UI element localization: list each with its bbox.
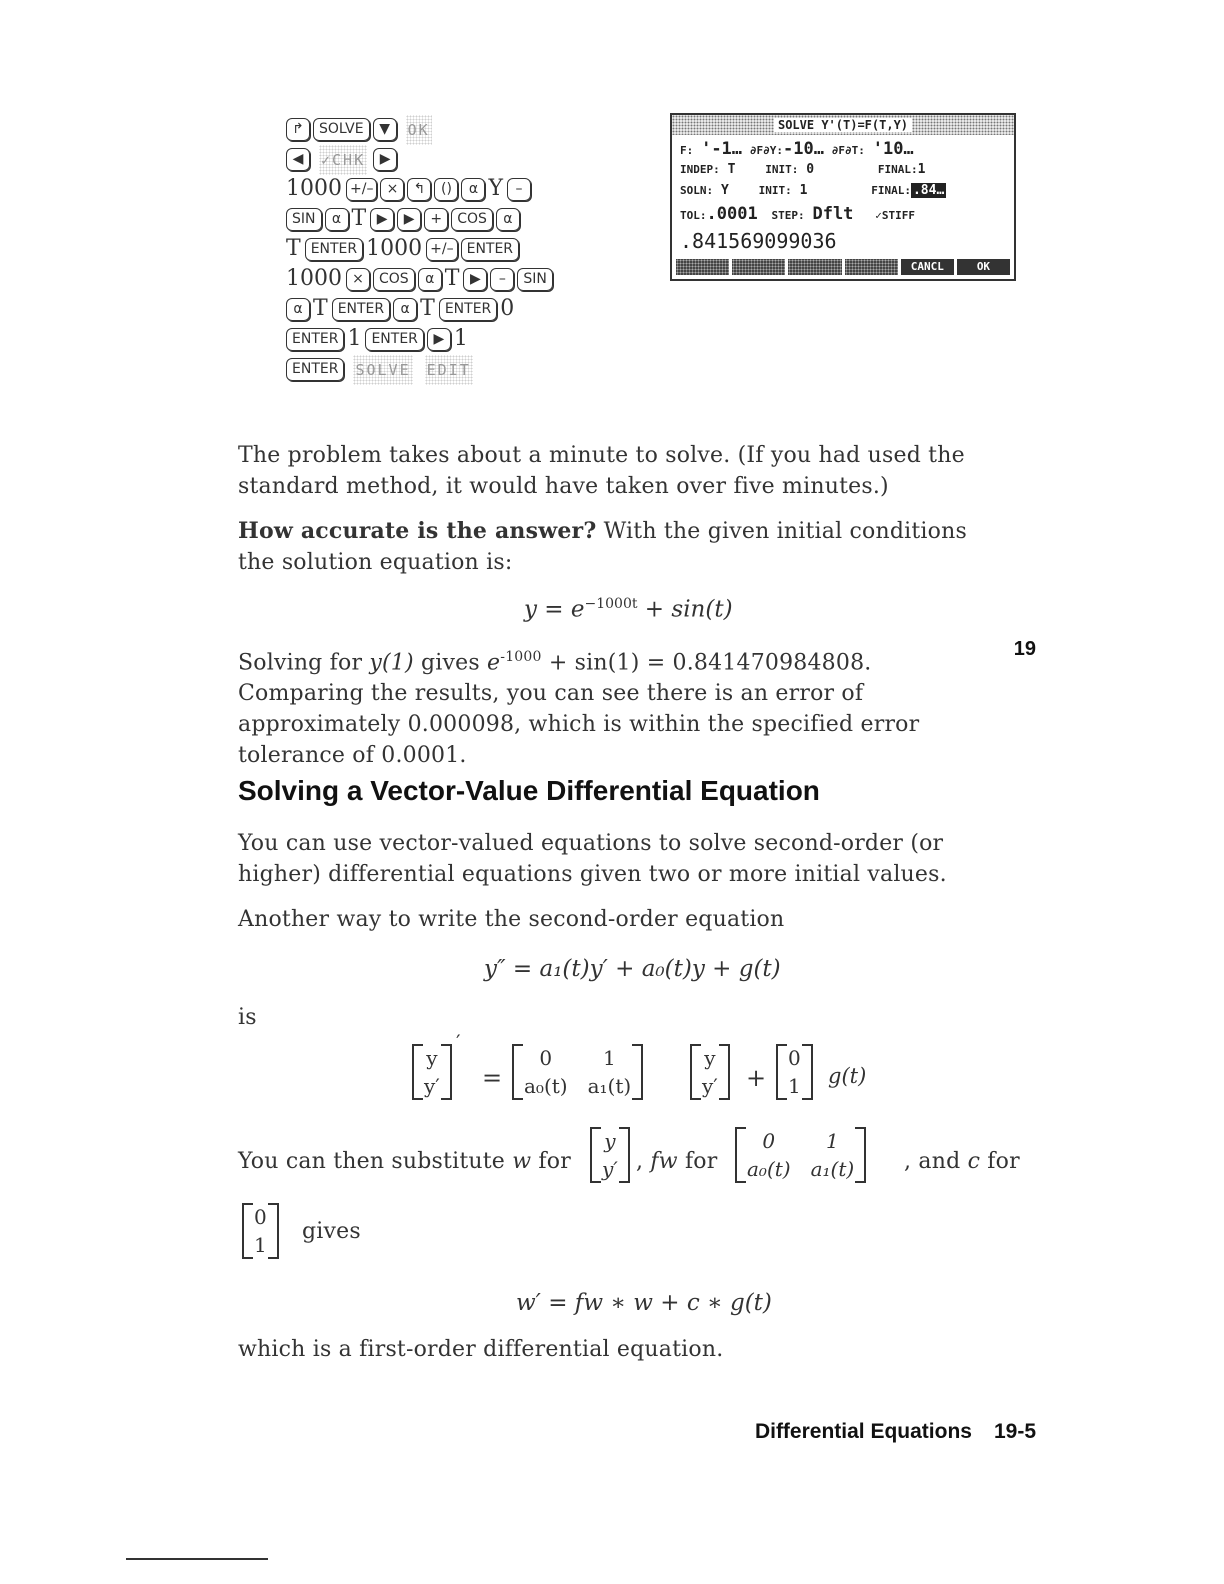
keystroke-line [286,264,556,294]
sin-key: SIN [517,268,553,291]
screen-result: .841569099036 [680,229,837,253]
enter-key: ENTER [439,298,497,321]
key-number: 1 [347,326,362,351]
left-shift-key: ↰ [407,178,431,201]
keystroke-line [286,234,522,264]
footer-rule [126,1558,268,1560]
page-number: 19-5 [993,1420,1036,1443]
screen-row-tol: TOL:.0001 STEP: Dflt ✓STIFF [680,204,915,224]
screen-row-soln: SOLN: Y INIT: 1 FINAL: .84… [680,183,945,198]
accuracy-question: How accurate is the answer? [238,518,597,544]
chk-softkey: ✓CHK [319,145,367,175]
multiply-key: × [380,178,404,201]
multiply-key: × [346,268,370,291]
minus-key: – [490,268,514,291]
enter-key: ENTER [305,238,363,261]
minus-key: – [507,178,531,201]
screen-row-indep: INDEP: T INIT: 0 FINAL:1 [680,162,926,177]
key-number: 1 [453,326,468,351]
solution-equation: $y = e^{-1000t} + \sin(t)$ [524,596,733,623]
key-number: 0 [500,296,515,321]
substitute-matrix: 0 1 a₀(t) a₁(t) [735,1127,866,1183]
parentheses-key: () [434,178,458,201]
solve-softkey: SOLVE [353,355,412,385]
state-vector: y y′ [690,1044,730,1100]
right-arrow-key: ▶ [370,208,394,231]
right-arrow-key: ▶ [463,268,487,291]
right-shift-key: ↱ [286,118,310,141]
solve-key: SOLVE [313,118,370,141]
edit-softkey: EDIT [425,355,473,385]
alpha-key: α [418,268,442,291]
keystroke-line [286,294,518,324]
section-heading: Solving a Vector-Value Differential Equation [238,775,820,806]
menu-ok: OK [957,259,1010,275]
word-gives: gives [302,1219,361,1244]
key-number: 1000 [286,266,342,291]
enter-key: ENTER [365,328,423,351]
first-order-equation: w′ = fw ∗ w + c ∗ g(t) [516,1290,772,1316]
cos-key: COS [451,208,493,231]
alpha-key: α [393,298,417,321]
alpha-key: α [325,208,349,231]
alpha-key: α [461,178,485,201]
sin-key: SIN [286,208,322,231]
enter-key: ENTER [332,298,390,321]
change-sign-key: +/– [346,178,377,201]
enter-key: ENTER [461,238,519,261]
paragraph-vector-intro: You can use vector-valued equations to solve second-order (or higher) differential equations given two or more initial values. [238,831,947,887]
paragraph-first-order: which is a first-order differential equation. [238,1337,724,1362]
substitute-c-vector: 0 1 [242,1203,279,1259]
keystroke-line [286,204,523,234]
right-arrow-key: ▶ [427,328,451,351]
screen-row-functions: F: '-1… ∂F∂Y:-10… ∂F∂T: '10… [680,139,914,159]
paragraph-another-way: Another way to write the second-order equation [238,907,785,932]
screen-menu [676,259,1010,275]
left-arrow-key: ◀ [286,148,310,171]
alpha-key: α [286,298,310,321]
paragraph-substitute: You can then substitute w for [238,1149,571,1174]
right-arrow-key: ▶ [373,148,397,171]
menu-blank [788,259,841,275]
fw-label: , fw for [636,1149,718,1174]
key-number: 1000 [366,236,423,261]
key-number: 1000 [286,176,342,201]
chapter-tab: 19 [1013,638,1036,660]
down-arrow-key: ▼ [373,118,397,141]
cos-key: COS [373,268,415,291]
coefficient-matrix: 0 1 a₀(t) a₁(t) [512,1044,643,1100]
key-letter: T [313,296,328,321]
change-sign-key: +/– [426,238,457,261]
key-letter: T [444,266,460,291]
key-letter: T [351,206,367,231]
calculator-screen [670,113,1016,281]
paragraph-solve-time: The problem takes about a minute to solve. (If you had used the standard method, it would have taken over five minutes.) [238,443,965,499]
screen-title: SOLVE Y'(T)=F(T,Y) [672,115,1014,135]
c-label: , and c for [904,1149,1020,1174]
key-letter: T [286,236,301,261]
keystroke-line [286,114,438,144]
footer-title: Differential Equations [754,1420,972,1443]
alpha-key: α [496,208,520,231]
menu-blank [676,259,729,275]
right-arrow-key: ▶ [397,208,421,231]
menu-blank [845,259,898,275]
constant-vector: 0 1 [776,1044,813,1100]
keystroke-line [286,144,400,174]
paragraph-comparison: Solving for y(1) gives $e^{-1000} + \sin(1) = 0.841470984808$. Comparing the results, you can see there is an error of approximately 0.000098, which is within the specified error tolerance of 0.0001. [238,649,920,769]
key-letter: Y [488,176,503,201]
word-is: is [238,1005,257,1030]
second-order-equation: y″ = a₁(t)y′ + a₀(t)y + g(t) [484,956,781,982]
state-vector: y y′ [412,1044,452,1100]
paragraph-accuracy: How accurate is the answer? With the given initial conditions the solution equation is: [238,518,967,575]
key-letter: T [420,296,435,321]
ok-softkey: OK [406,115,432,145]
enter-key: ENTER [286,358,344,381]
keystroke-line [286,354,479,384]
keystroke-line [286,324,472,354]
page-footer [755,1420,1036,1444]
keystroke-line [286,174,534,204]
menu-cancel: CANCL [901,259,954,275]
menu-blank [732,259,785,275]
enter-key: ENTER [286,328,344,351]
plus-key: + [424,208,448,231]
substitute-vector: y y′ [590,1127,630,1183]
